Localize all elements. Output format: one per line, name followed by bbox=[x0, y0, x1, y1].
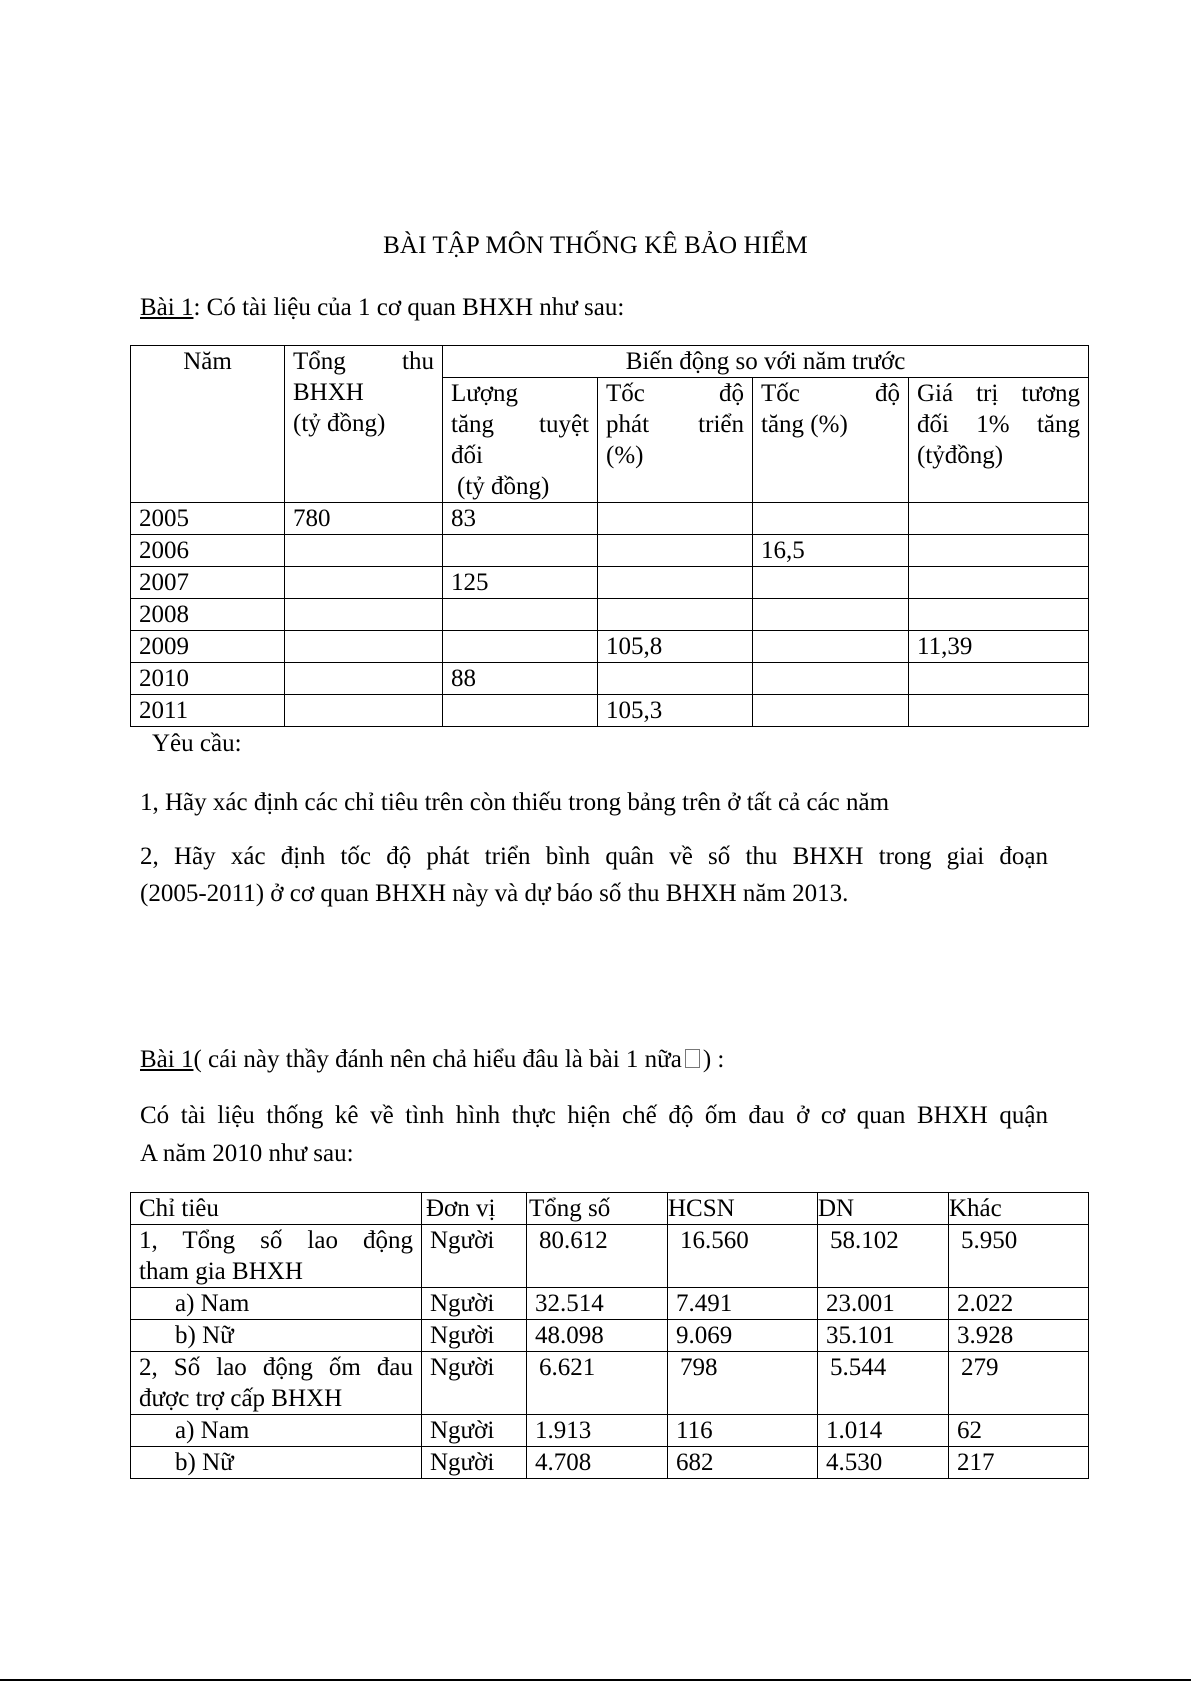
requirements-label: Yêu cầu: bbox=[152, 730, 242, 757]
page-bottom-rule bbox=[0, 1679, 1191, 1681]
table-row bbox=[131, 1352, 1089, 1415]
cell-text-line: Tốc độ bbox=[606, 380, 744, 407]
header-increase-rate bbox=[753, 378, 909, 503]
header-year bbox=[131, 346, 285, 503]
cell-text-line: phát triển bbox=[606, 411, 744, 438]
cell-text: Biến động so với năm trước bbox=[625, 348, 906, 375]
missing-glyph-icon bbox=[685, 1049, 700, 1068]
header-relative-value bbox=[909, 378, 1089, 503]
table-cell: 2010 bbox=[131, 663, 285, 695]
cell-text-line: được trợ cấp BHXH bbox=[139, 1385, 343, 1412]
table-cell: Người bbox=[422, 1352, 527, 1415]
bai1b-paragraph-line-1: Có tài liệu thống kê về tình hình thực hiện chế độ ốm đau ở cơ quan BHXH quận bbox=[140, 1102, 1048, 1129]
table-cell: 105,3 bbox=[598, 695, 753, 727]
bai1b-heading bbox=[140, 1042, 724, 1078]
bai1b-label: Bài 1 bbox=[140, 1046, 194, 1073]
table-cell bbox=[598, 503, 753, 535]
table-cell: 2005 bbox=[131, 503, 285, 535]
table-cell bbox=[753, 567, 909, 599]
table-cell: 3.928 bbox=[949, 1320, 1089, 1352]
revenue-header-row-1 bbox=[131, 346, 1089, 378]
table-row bbox=[131, 535, 1089, 567]
table-cell bbox=[443, 599, 598, 631]
table-cell: 2007 bbox=[131, 567, 285, 599]
bai1-label: Bài 1 bbox=[140, 294, 194, 321]
header-change-group bbox=[443, 346, 1089, 378]
table-cell: 125 bbox=[443, 567, 598, 599]
table-cell: 23.001 bbox=[818, 1288, 949, 1320]
table-cell: 58.102 bbox=[818, 1225, 949, 1288]
table-row bbox=[131, 1320, 1089, 1352]
table-cell: 798 bbox=[668, 1352, 818, 1415]
table-cell: Người bbox=[422, 1320, 527, 1352]
table-cell bbox=[909, 695, 1089, 727]
table-cell bbox=[753, 503, 909, 535]
header-total: Tổng số bbox=[527, 1193, 668, 1225]
table-cell: 7.491 bbox=[668, 1288, 818, 1320]
table-cell bbox=[598, 599, 753, 631]
table-cell: 2.022 bbox=[949, 1288, 1089, 1320]
table-cell: 62 bbox=[949, 1415, 1089, 1447]
table-cell: Người bbox=[422, 1447, 527, 1479]
table-cell bbox=[753, 663, 909, 695]
table-cell bbox=[909, 503, 1089, 535]
cell-text-line: Tốc độ bbox=[761, 380, 900, 407]
table-row bbox=[131, 1288, 1089, 1320]
table-cell: 5.544 bbox=[818, 1352, 949, 1415]
document-title: BÀI TẬP MÔN THỐNG KÊ BẢO HIỂM bbox=[383, 232, 808, 259]
table-cell: Người bbox=[422, 1225, 527, 1288]
table-cell bbox=[598, 663, 753, 695]
cell-text-line: 2, Số lao động ốm đau bbox=[139, 1354, 413, 1381]
bai1b-note: ( cái này thầy đánh nên chả hiểu đâu là bài 1 nữa bbox=[193, 1046, 682, 1073]
table-cell bbox=[753, 599, 909, 631]
table-cell bbox=[285, 567, 443, 599]
table-cell bbox=[131, 1225, 422, 1288]
header-unit: Đơn vị bbox=[422, 1193, 527, 1225]
sickness-header-row bbox=[131, 1193, 1089, 1225]
table-cell: 4.708 bbox=[527, 1447, 668, 1479]
cell-text-line: (tỷ đồng) bbox=[293, 410, 386, 437]
table-cell: 32.514 bbox=[527, 1288, 668, 1320]
table-cell: 48.098 bbox=[527, 1320, 668, 1352]
table-cell: 83 bbox=[443, 503, 598, 535]
table-cell: b) Nữ bbox=[131, 1320, 422, 1352]
table-cell bbox=[598, 567, 753, 599]
table-cell bbox=[909, 599, 1089, 631]
table-row bbox=[131, 1225, 1089, 1288]
table-cell bbox=[285, 599, 443, 631]
bai1b-note-end: ) : bbox=[702, 1046, 725, 1073]
header-absolute-increase bbox=[443, 378, 598, 503]
cell-text-line: tăng tuyệt bbox=[451, 411, 589, 438]
table-row bbox=[131, 1415, 1089, 1447]
table-row bbox=[131, 695, 1089, 727]
table-cell: 780 bbox=[285, 503, 443, 535]
table-cell: 80.612 bbox=[527, 1225, 668, 1288]
table-cell: 35.101 bbox=[818, 1320, 949, 1352]
table-cell: 4.530 bbox=[818, 1447, 949, 1479]
table-cell bbox=[131, 1352, 422, 1415]
table-row bbox=[131, 663, 1089, 695]
table-cell bbox=[285, 535, 443, 567]
revenue-table bbox=[130, 345, 1089, 727]
table-cell: 2006 bbox=[131, 535, 285, 567]
table-cell: 1.014 bbox=[818, 1415, 949, 1447]
cell-text-line: (tỷđồng) bbox=[917, 442, 1004, 469]
table-cell bbox=[285, 631, 443, 663]
table-cell: 9.069 bbox=[668, 1320, 818, 1352]
table-cell: 682 bbox=[668, 1447, 818, 1479]
table-cell bbox=[909, 535, 1089, 567]
table-cell: 1.913 bbox=[527, 1415, 668, 1447]
cell-text-line: 1, Tổng số lao động bbox=[139, 1227, 413, 1254]
table-cell bbox=[443, 535, 598, 567]
table-cell: 5.950 bbox=[949, 1225, 1089, 1288]
table-cell bbox=[285, 695, 443, 727]
cell-text-line: Giá trị tương bbox=[917, 380, 1081, 407]
table-cell: 16.560 bbox=[668, 1225, 818, 1288]
cell-text-line: BHXH bbox=[293, 379, 364, 406]
table-cell: a) Nam bbox=[131, 1415, 422, 1447]
table-cell: Người bbox=[422, 1288, 527, 1320]
table-cell: a) Nam bbox=[131, 1288, 422, 1320]
cell-text-line: tham gia BHXH bbox=[139, 1258, 303, 1285]
table-cell: b) Nữ bbox=[131, 1447, 422, 1479]
table-cell bbox=[285, 663, 443, 695]
table-row bbox=[131, 599, 1089, 631]
header-total bbox=[285, 346, 443, 503]
table-cell: 2008 bbox=[131, 599, 285, 631]
table-cell: 88 bbox=[443, 663, 598, 695]
table-cell bbox=[753, 695, 909, 727]
requirement-1: 1, Hãy xác định các chỉ tiêu trên còn thiếu trong bảng trên ở tất cả các năm bbox=[140, 789, 890, 816]
table-cell: 2011 bbox=[131, 695, 285, 727]
table-row bbox=[131, 631, 1089, 663]
bai1b-paragraph-line-2: A năm 2010 như sau: bbox=[140, 1140, 354, 1167]
requirement-2-line-2: (2005-2011) ở cơ quan BHXH này và dự báo số thu BHXH năm 2013. bbox=[140, 880, 849, 907]
bai1-intro-text: : Có tài liệu của 1 cơ quan BHXH như sau: bbox=[193, 294, 625, 321]
table-cell bbox=[598, 535, 753, 567]
requirement-2-line-1: 2, Hãy xác định tốc độ phát triển bình quân về số thu BHXH trong giai đoạn bbox=[140, 843, 1048, 870]
cell-text: Năm bbox=[183, 348, 232, 375]
table-cell bbox=[909, 663, 1089, 695]
header-dn: DN bbox=[818, 1193, 949, 1225]
table-cell bbox=[909, 567, 1089, 599]
header-development-rate bbox=[598, 378, 753, 503]
table-row bbox=[131, 503, 1089, 535]
table-cell: 116 bbox=[668, 1415, 818, 1447]
header-hcsn: HCSN bbox=[668, 1193, 818, 1225]
table-cell: 16,5 bbox=[753, 535, 909, 567]
table-cell: 105,8 bbox=[598, 631, 753, 663]
table-cell: Người bbox=[422, 1415, 527, 1447]
cell-text-line: Lượng bbox=[451, 380, 519, 407]
cell-text-line: (tỷ đồng) bbox=[457, 473, 550, 500]
cell-text-line: tăng (%) bbox=[761, 411, 848, 438]
bai1-intro bbox=[140, 290, 624, 326]
table-cell bbox=[443, 631, 598, 663]
header-other: Khác bbox=[949, 1193, 1089, 1225]
cell-text-line: đối 1% tăng bbox=[917, 411, 1081, 438]
cell-text-line: (%) bbox=[606, 442, 644, 469]
sickness-table bbox=[130, 1192, 1089, 1479]
table-cell: 11,39 bbox=[909, 631, 1089, 663]
table-cell: 2009 bbox=[131, 631, 285, 663]
table-cell bbox=[443, 695, 598, 727]
table-cell: 6.621 bbox=[527, 1352, 668, 1415]
header-indicator: Chỉ tiêu bbox=[131, 1193, 422, 1225]
table-cell: 279 bbox=[949, 1352, 1089, 1415]
table-cell bbox=[753, 631, 909, 663]
table-cell: 217 bbox=[949, 1447, 1089, 1479]
table-row bbox=[131, 567, 1089, 599]
table-row bbox=[131, 1447, 1089, 1479]
cell-text-line: Tổng thu bbox=[293, 348, 434, 375]
cell-text-line: đối bbox=[451, 442, 483, 469]
